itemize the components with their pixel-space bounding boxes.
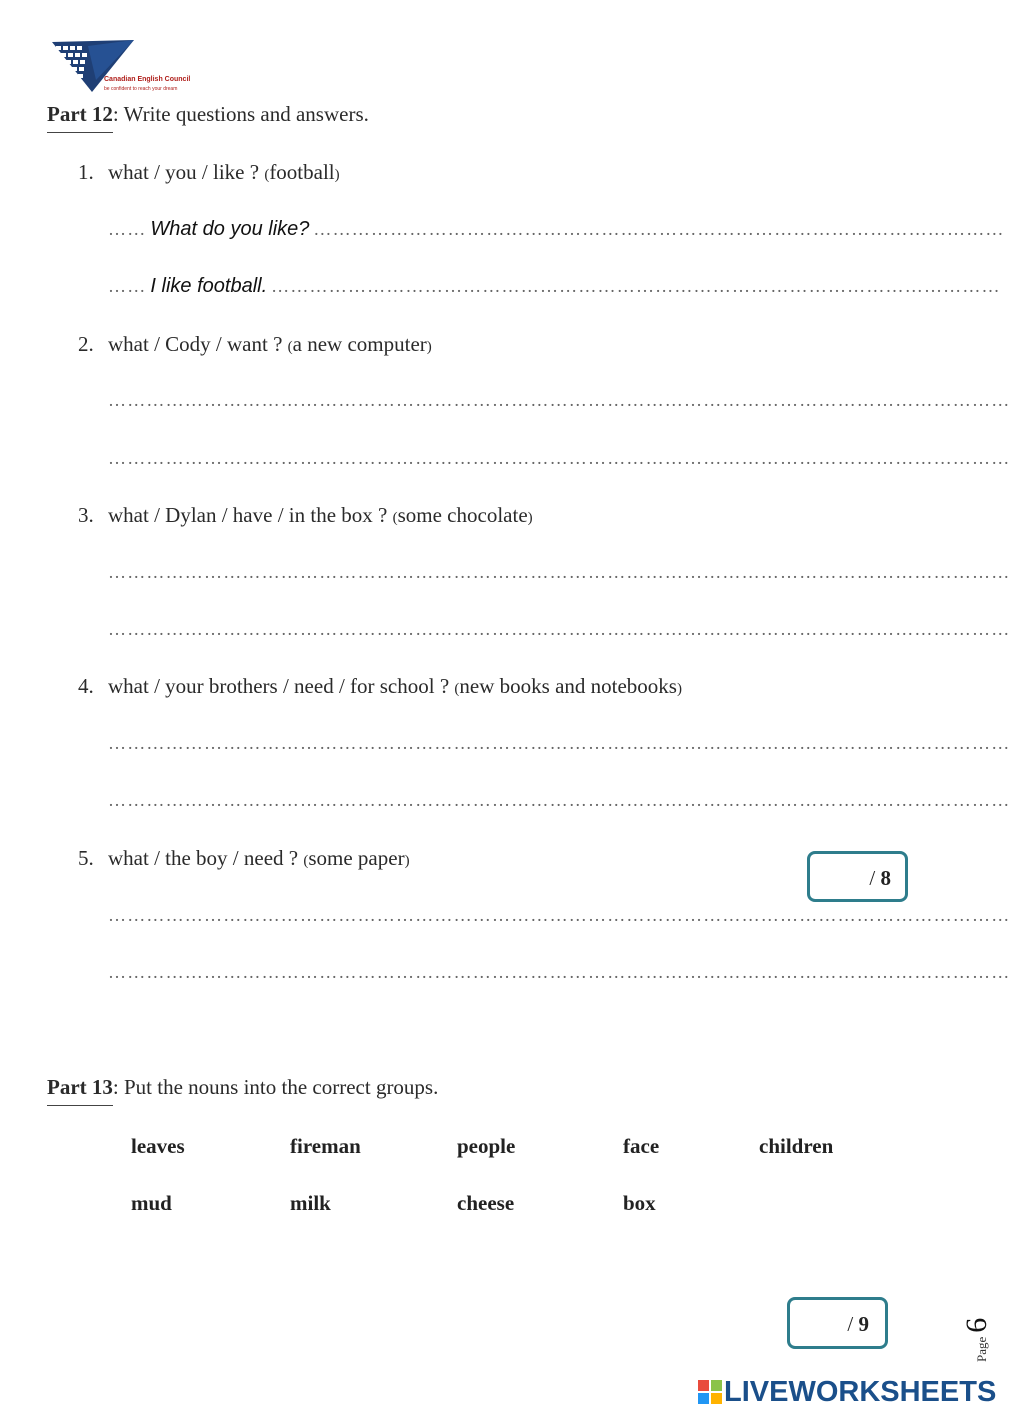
watermark-text: LIVEWORKSHEETS xyxy=(724,1376,997,1408)
score-slash: / xyxy=(869,866,881,890)
noun-word[interactable]: leaves xyxy=(131,1134,185,1158)
part13-label: Part 13 xyxy=(47,1075,113,1106)
question-hint: a new computer xyxy=(292,332,427,356)
answer-line[interactable]: …………………………………………………………………………………………………………………………… xyxy=(108,733,1010,753)
part12-heading xyxy=(47,102,369,127)
answer-line[interactable]: …………………………………………………………………………………………………………………………… xyxy=(108,790,1010,810)
answer-text: I like football. xyxy=(150,275,268,297)
question-prompt: what / you / like ? xyxy=(108,160,260,184)
part12-instruction: : Write questions and answers. xyxy=(112,102,369,126)
question-hint: some paper xyxy=(308,846,405,870)
question-number: 4. xyxy=(78,674,94,698)
liveworksheets-icon xyxy=(698,1380,722,1404)
page-number xyxy=(960,1300,996,1362)
part13-instruction: : Put the nouns into the correct groups. xyxy=(112,1075,439,1099)
answer-line[interactable]: …………………………………………………………………………………………………………………………… xyxy=(108,390,1010,410)
score-total: 9 xyxy=(858,1312,869,1336)
question-number: 5. xyxy=(78,846,94,870)
part13-heading xyxy=(47,1075,438,1100)
question-hint: some chocolate xyxy=(397,503,528,527)
question-4: 4. what / your brothers / need / for school ? (new books and notebooks) xyxy=(78,674,682,698)
question-prompt: what / Dylan / have / in the box ? xyxy=(108,503,388,527)
noun-word[interactable]: box xyxy=(623,1191,656,1215)
logo-name: Canadian English Council xyxy=(104,76,191,83)
noun-word[interactable]: cheese xyxy=(457,1191,515,1215)
part12-score-box[interactable] xyxy=(807,851,908,902)
question-1: 1. what / you / like ? (football) xyxy=(78,160,340,184)
noun-word[interactable]: people xyxy=(457,1134,516,1158)
question-prompt: what / Cody / want ? xyxy=(108,332,283,356)
answer-line-question[interactable]: …… What do you like? ……………………………………………………………………………………………… xyxy=(108,218,1005,240)
answer-text: What do you like? xyxy=(150,218,310,240)
noun-word[interactable]: face xyxy=(623,1134,660,1158)
question-number: 1. xyxy=(78,160,94,184)
question-2: 2. what / Cody / want ? (a new computer) xyxy=(78,332,432,356)
part13-score-box[interactable] xyxy=(787,1297,888,1349)
noun-word[interactable]: mud xyxy=(131,1191,172,1215)
answer-line[interactable]: …………………………………………………………………………………………………………………………… xyxy=(108,962,1010,982)
question-prompt: what / your brothers / need / for school ? xyxy=(108,674,450,698)
noun-word[interactable]: milk xyxy=(290,1191,331,1215)
page-digit: 6 xyxy=(960,1317,993,1333)
logo xyxy=(52,40,212,100)
noun-word[interactable]: children xyxy=(759,1134,834,1158)
page-word: Page xyxy=(974,1336,989,1362)
question-3: 3. what / Dylan / have / in the box ? (some chocolate) xyxy=(78,503,533,527)
score-total: 8 xyxy=(880,866,891,890)
liveworksheets-watermark[interactable] xyxy=(698,1376,996,1409)
noun-word[interactable]: fireman xyxy=(290,1134,361,1158)
question-hint: football xyxy=(269,160,335,184)
question-prompt: what / the boy / need ? xyxy=(108,846,299,870)
logo-tagline: be confident to reach your dream xyxy=(104,86,178,92)
question-number: 2. xyxy=(78,332,94,356)
logo-graphic xyxy=(52,40,142,92)
question-hint: new books and notebooks xyxy=(459,674,677,698)
answer-line[interactable]: …………………………………………………………………………………………………………………………… xyxy=(108,448,1010,468)
answer-line-answer[interactable]: …… I like football. …………………………………………………………………………………………………… xyxy=(108,275,1001,297)
question-number: 3. xyxy=(78,503,94,527)
question-5: 5. what / the boy / need ? (some paper) xyxy=(78,846,410,870)
answer-line[interactable]: …………………………………………………………………………………………………………………………… xyxy=(108,905,1010,925)
answer-line[interactable]: …………………………………………………………………………………………………………………………… xyxy=(108,619,1010,639)
score-slash: / xyxy=(847,1312,859,1336)
answer-line[interactable]: …………………………………………………………………………………………………………………………… xyxy=(108,562,1010,582)
part12-label: Part 12 xyxy=(47,102,113,133)
